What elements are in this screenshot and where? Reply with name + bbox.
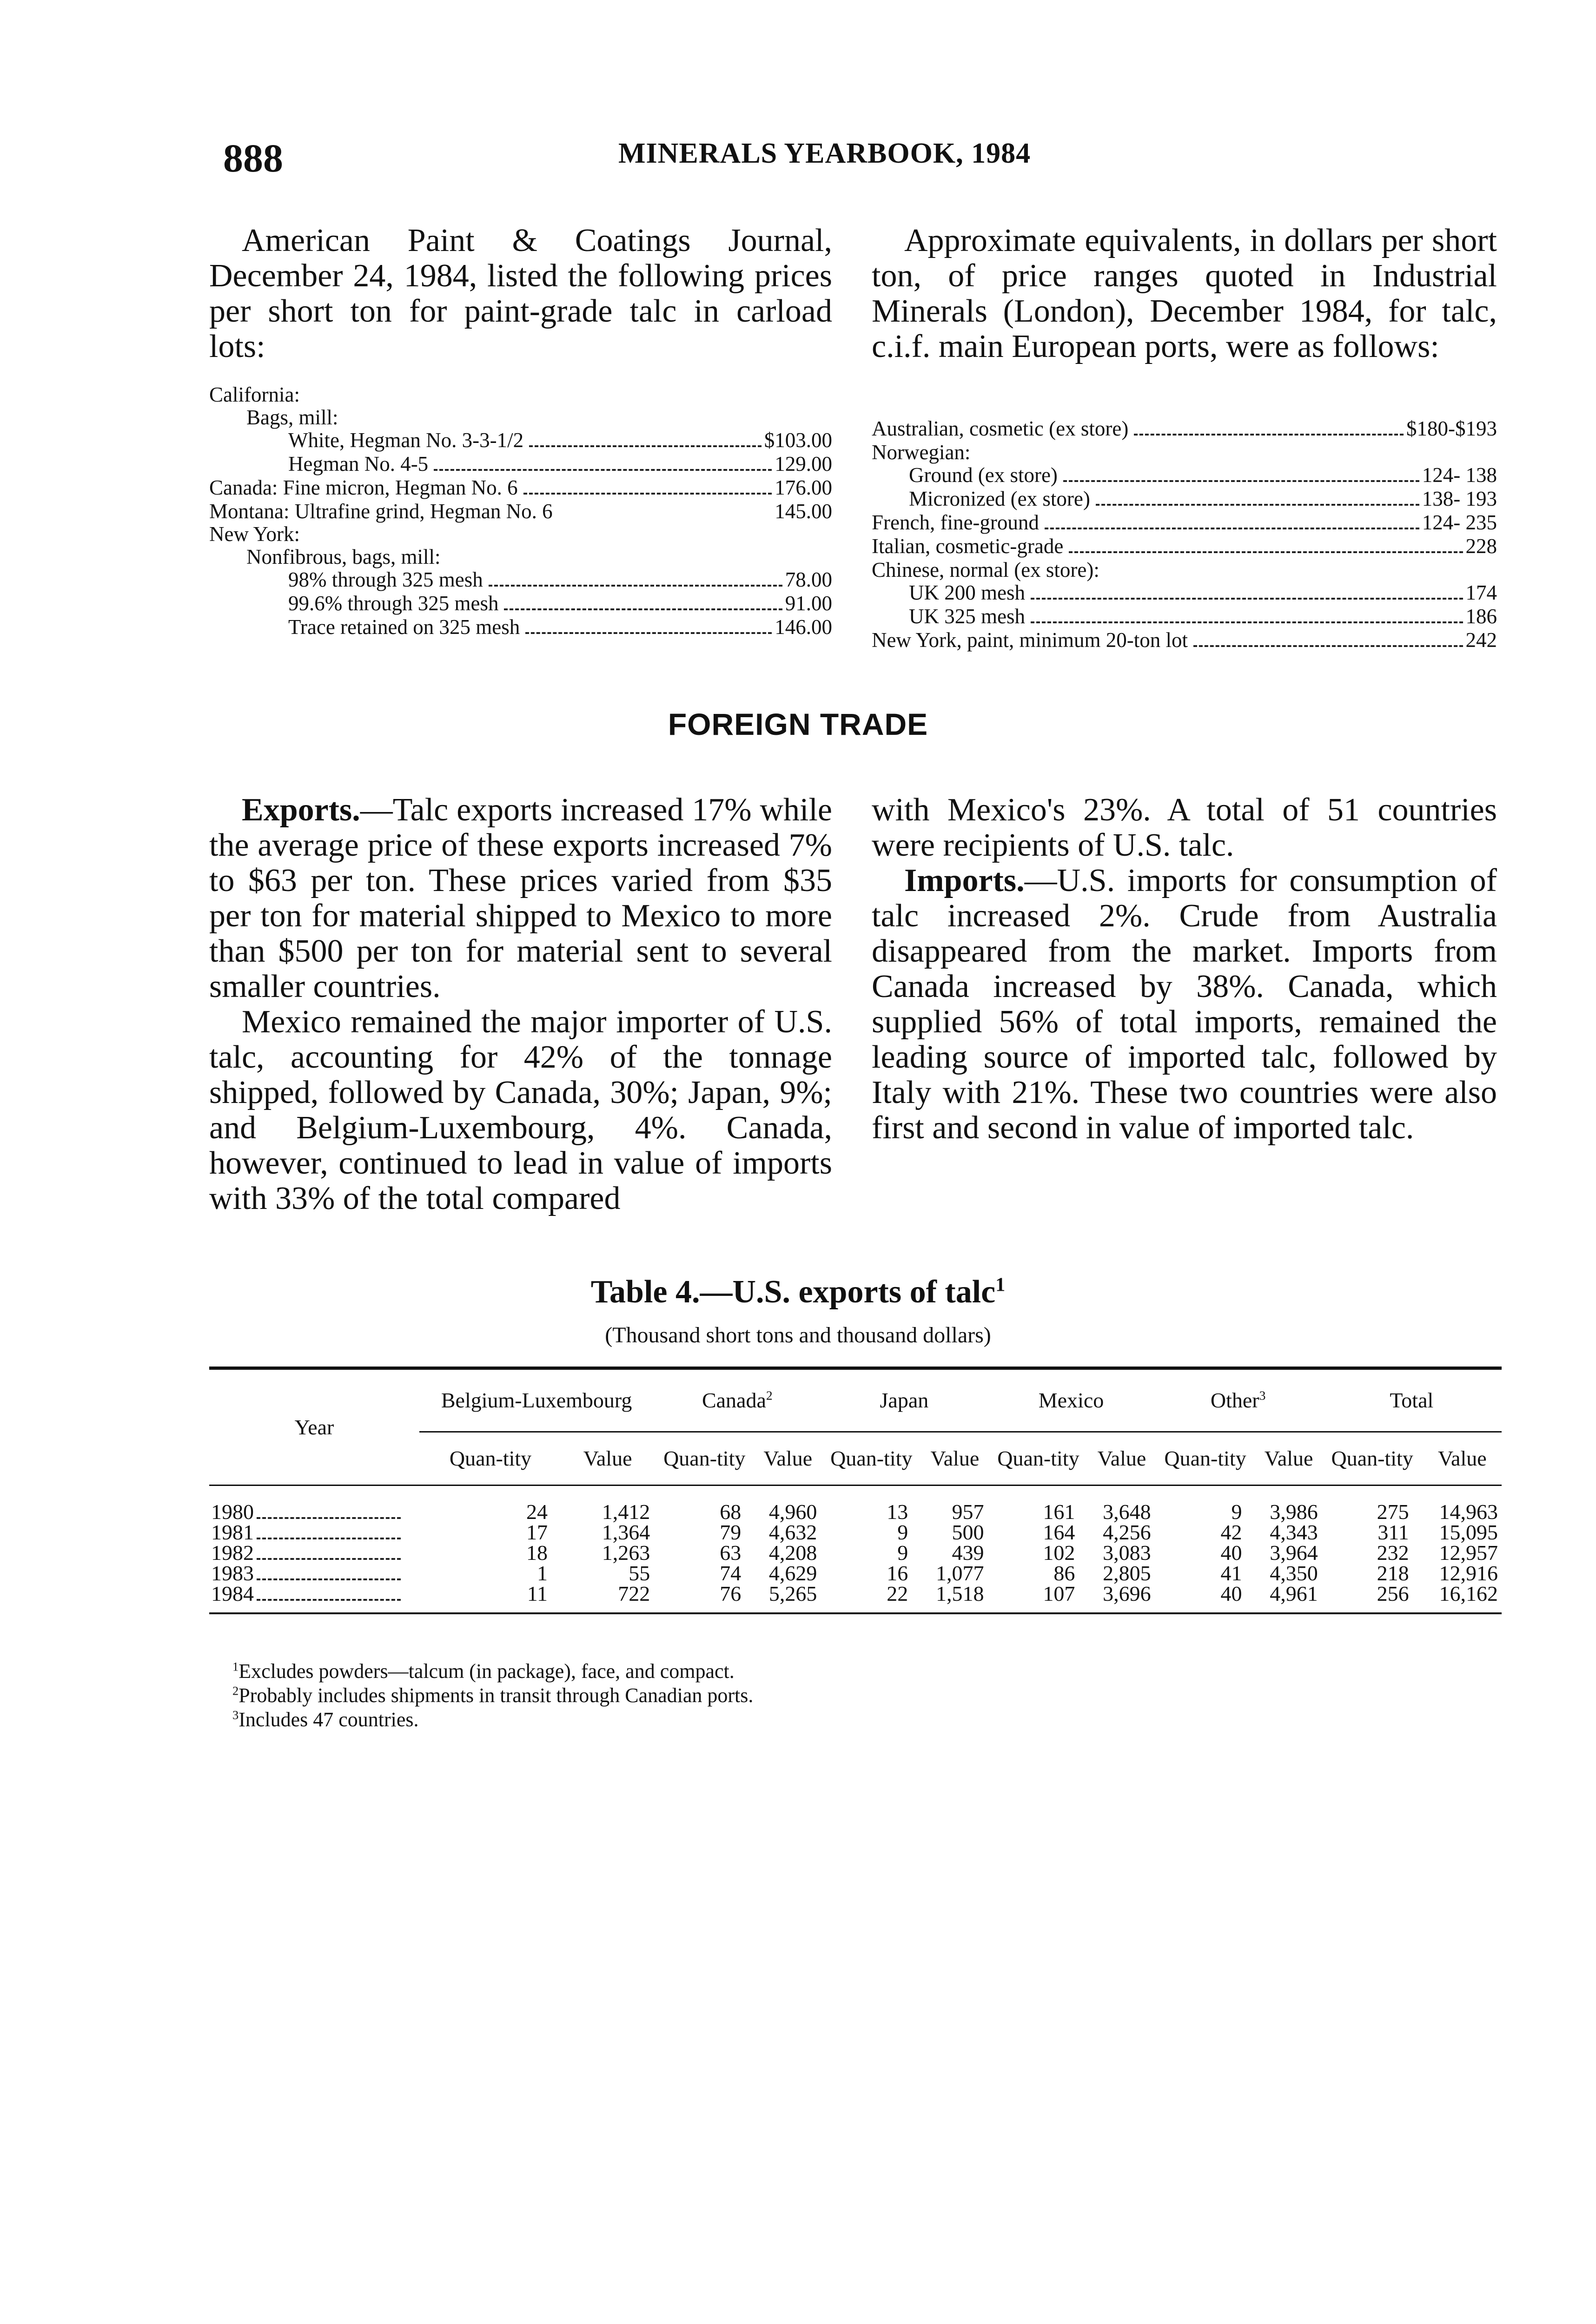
leader-dots [489,585,782,587]
value-cell: 3,964 [1270,1541,1318,1565]
imports-paragraph-1 [872,863,1497,1146]
running-head: MINERALS YEARBOOK, 1984 [618,138,1031,169]
european-price-value: 124- 138 [1422,463,1497,487]
intro-left-text: American Paint & Coatings Journal, December 24, 1984, listed the following prices per short ton for paint-grade talc in carload lots: [209,223,832,364]
value-cell: 3,083 [1103,1541,1151,1565]
table-row [209,1543,1502,1563]
year-label: 1982 [211,1541,254,1565]
footnote [232,1708,753,1732]
footnote-text: Includes 47 countries. [238,1708,419,1731]
us-price-value: 78.00 [785,568,832,591]
us-price-value: 146.00 [775,615,832,639]
us-price-row [209,453,832,476]
leader-dots [1031,621,1463,623]
quantity-cell: 232 [1377,1541,1409,1565]
european-price-value: 124- 235 [1422,511,1497,534]
leader-dots [1134,434,1404,436]
group-header-footnote-mark: 2 [766,1388,773,1403]
us-price-value: 145.00 [775,500,832,523]
value-cell: 3,986 [1270,1500,1318,1524]
european-price-row [872,581,1497,605]
table-title-footnote-mark: 1 [995,1274,1006,1296]
us-price-label: 99.6% through 325 mesh [288,592,499,615]
leader-dots [1193,645,1463,647]
leader-dots [257,1538,401,1539]
us-price-label: California: [209,383,300,406]
us-price-value: $103.00 [764,429,832,452]
year-label: 1983 [211,1561,254,1585]
european-price-label: New York, paint, minimum 20-ton lot [872,628,1188,652]
quantity-column-header: Quan-tity [1331,1446,1413,1470]
european-price-label: French, fine-ground [872,511,1039,534]
value-cell: 1,263 [602,1541,650,1565]
imports-column [872,792,1497,1146]
leader-dots [1063,480,1419,482]
footnote-mark: 2 [232,1684,239,1698]
leader-dots [523,493,772,495]
value-column-header: Value [1437,1446,1487,1470]
group-header-other [1155,1368,1322,1432]
us-price-row [209,568,832,592]
exports-run-in-heading: Exports. [242,792,360,828]
quantity-cell: 102 [1043,1541,1075,1565]
exports-paragraph-1 [209,792,832,1004]
footnote-text: Excludes powders—talcum (in package), face, and compact. [238,1660,735,1683]
quantity-cell: 74 [720,1561,742,1585]
footnote-text: Probably includes shipments in transit through Canadian ports. [238,1684,754,1707]
quantity-cell: 68 [720,1500,742,1524]
group-header-canada [654,1368,821,1432]
value-column-header: Value [1097,1446,1146,1470]
european-price-value: 186 [1465,605,1497,628]
leader-dots [1045,528,1419,529]
value-cell: 722 [618,1582,650,1605]
value-column-header: Value [1264,1446,1313,1470]
quantity-cell: 9 [897,1541,908,1565]
intro-right-text: Approximate equivalents, in dollars per short ton, of price ranges quoted in Industrial Minerals (London), December 1984, for talc, c.i.f. main European ports, were as follows: [872,223,1497,364]
european-price-row [872,559,1497,581]
leader-dots [257,1517,401,1519]
quantity-column-header: Quan-tity [663,1446,746,1470]
leader-dots [257,1599,401,1601]
european-price-row [872,441,1497,464]
us-price-label: 98% through 325 mesh [288,568,483,591]
exports-paragraph-2-continued: with Mexico's 23%. A total of 51 countries were recipients of U.S. talc. [872,792,1497,863]
value-cell: 1,364 [602,1520,650,1544]
table-row [209,1584,1502,1613]
leader-dots [525,632,772,634]
quantity-cell: 41 [1220,1561,1242,1585]
european-price-row [872,488,1497,511]
year-label: 1984 [211,1582,254,1605]
quantity-cell: 275 [1377,1500,1409,1524]
group-header-label: Canada [702,1388,766,1412]
leader-dots [1069,551,1463,553]
european-price-label: Australian, cosmetic (ex store) [872,417,1129,440]
value-cell: 4,208 [768,1541,817,1565]
leader-dots [1031,598,1463,600]
group-header-mexico [987,1368,1154,1432]
us-price-label: Trace retained on 325 mesh [288,615,520,639]
value-column-header: Value [930,1446,980,1470]
european-price-label: Chinese, normal (ex store): [872,558,1099,581]
quantity-column-header: Quan-tity [1164,1446,1246,1470]
table-title-text: Table 4.—U.S. exports of talc [590,1274,996,1310]
european-price-label: Micronized (ex store) [909,487,1090,510]
us-price-row [209,500,832,523]
year-cell [209,1543,419,1563]
quantity-column-header: Quan-tity [830,1446,913,1470]
value-cell: 1,518 [935,1582,984,1605]
value-cell: 55 [629,1561,650,1585]
year-cell [209,1563,419,1584]
quantity-cell: 161 [1043,1500,1075,1524]
quantity-cell: 164 [1043,1520,1075,1544]
us-price-label: Bags, mill: [246,406,338,429]
quantity-column-header: Quan-tity [997,1446,1079,1470]
value-cell: 4,343 [1270,1520,1318,1544]
us-price-label: Canada: Fine micron, Hegman No. 6 [209,476,518,499]
value-cell: 500 [952,1520,984,1544]
us-price-label: New York: [209,522,300,546]
exports-table [209,1367,1502,1614]
value-cell: 3,648 [1103,1500,1151,1524]
value-cell: 12,916 [1439,1561,1498,1585]
value-cell: 4,960 [768,1500,817,1524]
quantity-cell: 107 [1043,1582,1075,1605]
value-cell: 5,265 [768,1582,817,1605]
value-cell: 4,256 [1103,1520,1151,1544]
value-cell: 439 [952,1541,984,1565]
quantity-cell: 42 [1220,1520,1242,1544]
quantity-cell: 9 [1231,1500,1242,1524]
european-price-row [872,511,1497,535]
intro-left-paragraph [209,223,832,364]
us-price-value: 129.00 [775,452,832,475]
european-price-row [872,464,1497,488]
quantity-cell: 9 [897,1520,908,1544]
value-column-header: Value [763,1446,813,1470]
value-cell: 4,350 [1270,1561,1318,1585]
us-price-value: 91.00 [785,592,832,615]
intro-right-paragraph [872,223,1497,364]
value-cell: 4,629 [768,1561,817,1585]
imports-paragraph-1-text: —U.S. imports for consumption of talc increased 2%. Crude from Australia disappeared from the market. Imports from Canada increased by 38%. Canada, which supplied 56% of total imports, remained the leading source of imported talc, followed by Italy with 21%. These two countries were also first and second in value of imported talc. [872,863,1497,1146]
quantity-cell: 22 [887,1582,908,1605]
value-cell: 1,412 [602,1500,650,1524]
quantity-cell: 13 [887,1500,908,1524]
exports-paragraph-2: Mexico remained the major importer of U.S. talc, accounting for 42% of the tonnage shipped, followed by Canada, 30%; Japan, 9%; and Belgium-Luxembourg, 4%. Canada, however, continued to lead in value of imports with 33% of the total compared [209,1004,832,1216]
quantity-cell: 76 [720,1582,742,1605]
year-label: 1981 [211,1520,254,1544]
group-header-japan [821,1368,987,1432]
leader-dots [434,469,772,471]
table-title [0,1274,1596,1311]
european-price-list [872,417,1497,653]
exports-paragraph-1-text: —Talc exports increased 17% while the average price of these exports increased 7% to $63 per ton. These prices varied from $35 per ton for material shipped to Mexico to more than $500 per ton for material sent to several smaller countries. [209,792,832,1004]
leader-dots [1096,504,1419,506]
leader-dots [504,608,782,610]
group-header-label: Belgium-Luxembourg [441,1388,632,1412]
european-price-value: 138- 193 [1422,487,1497,510]
quantity-column-header: Quan-tity [449,1446,532,1470]
value-cell: 12,957 [1439,1541,1498,1565]
quantity-cell: 18 [526,1541,548,1565]
year-cell [209,1584,419,1613]
value-cell: 14,963 [1439,1500,1498,1524]
us-price-row [209,616,832,640]
value-cell: 3,696 [1103,1582,1151,1605]
us-price-row [209,383,832,406]
european-price-label: Italian, cosmetic-grade [872,535,1064,558]
leader-dots [257,1558,401,1560]
table-row [209,1486,1502,1523]
year-cell [209,1522,419,1543]
quantity-cell: 256 [1377,1582,1409,1605]
us-price-row [209,546,832,568]
quantity-cell: 40 [1220,1582,1242,1605]
table-row [209,1563,1502,1584]
european-price-row [872,417,1497,441]
group-header-label: Mexico [1038,1388,1104,1412]
footnote-mark: 3 [232,1708,239,1722]
page-number: 888 [223,136,283,180]
value-cell: 957 [952,1500,984,1524]
group-header-label: Other [1210,1388,1259,1412]
quantity-cell: 218 [1377,1561,1409,1585]
us-price-label: White, Hegman No. 3-3-1/2 [288,429,524,452]
european-price-row [872,535,1497,559]
value-cell: 4,961 [1270,1582,1318,1605]
footnote-mark: 1 [232,1659,239,1674]
us-price-row [209,523,832,546]
table-footnotes [232,1659,753,1732]
value-cell: 16,162 [1439,1582,1498,1605]
us-price-label: Montana: Ultrafine grind, Hegman No. 6 [209,500,553,523]
european-price-value: 174 [1465,581,1497,604]
imports-run-in-heading: Imports. [904,863,1025,898]
european-price-value: 242 [1465,628,1497,652]
group-header-belgium-luxembourg [419,1368,654,1432]
quantity-cell: 86 [1053,1561,1075,1585]
group-header-label: Japan [880,1388,929,1412]
quantity-cell: 40 [1220,1541,1242,1565]
table-row [209,1522,1502,1543]
european-price-label: Norwegian: [872,441,971,464]
value-cell: 1,077 [935,1561,984,1585]
european-price-label: UK 200 mesh [909,581,1025,604]
us-price-row [209,592,832,616]
table-subtitle: (Thousand short tons and thousand dollars) [605,1323,991,1347]
group-header-total [1322,1368,1502,1432]
quantity-cell: 311 [1377,1520,1409,1544]
section-heading-foreign-trade: FOREIGN TRADE [668,707,928,741]
value-cell: 2,805 [1103,1561,1151,1585]
quantity-cell: 79 [720,1520,742,1544]
quantity-cell: 16 [887,1561,908,1585]
us-price-row [209,429,832,453]
us-price-label: Nonfibrous, bags, mill: [246,545,441,568]
us-price-list [209,383,832,640]
year-cell [209,1486,419,1523]
us-price-value: 176.00 [775,476,832,499]
european-price-label: UK 325 mesh [909,605,1025,628]
quantity-cell: 24 [526,1500,548,1524]
leader-dots [529,445,762,447]
us-price-row [209,406,832,429]
value-cell: 15,095 [1439,1520,1498,1544]
leader-dots [257,1578,401,1580]
year-label: 1980 [211,1500,254,1524]
quantity-cell: 17 [526,1520,548,1544]
year-column-header: Year [209,1368,419,1486]
quantity-cell: 11 [527,1582,548,1605]
group-header-footnote-mark: 3 [1259,1388,1266,1403]
group-header-label: Total [1390,1388,1434,1412]
value-cell: 4,632 [768,1520,817,1544]
value-column-header: Value [583,1446,632,1470]
quantity-cell: 1 [537,1561,548,1585]
european-price-value: 228 [1465,535,1497,558]
european-price-row [872,605,1497,629]
exports-column [209,792,832,1216]
footnote [232,1659,753,1684]
footnote [232,1684,753,1708]
european-price-label: Ground (ex store) [909,463,1058,487]
european-price-row [872,629,1497,653]
us-price-label: Hegman No. 4-5 [288,452,429,475]
european-price-value: $180-$193 [1406,417,1497,440]
us-price-row [209,476,832,500]
quantity-cell: 63 [720,1541,742,1565]
